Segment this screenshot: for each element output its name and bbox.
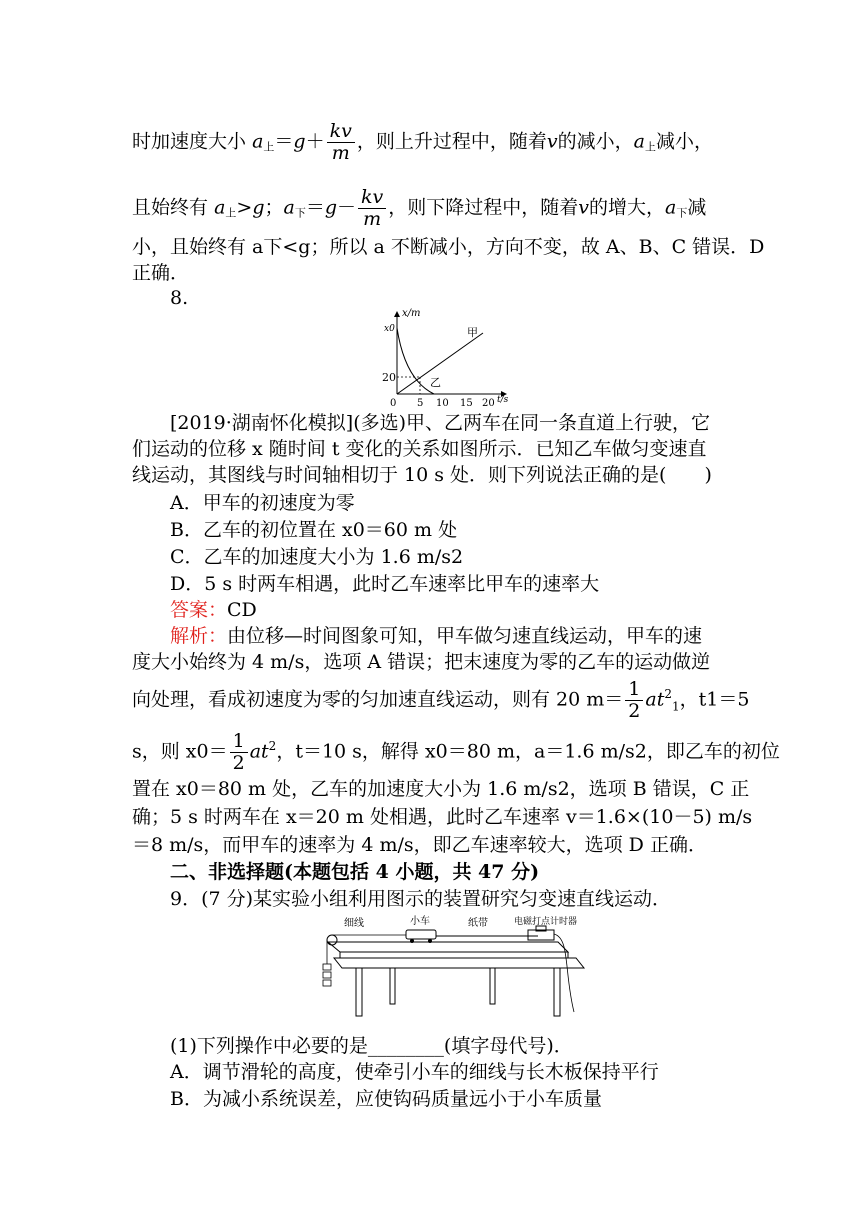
text-span: 的增大， bbox=[589, 196, 666, 219]
option-a: A．甲车的初速度为零 bbox=[170, 492, 355, 514]
x-tick-5: 5 bbox=[417, 398, 424, 408]
x-axis-label: t/s bbox=[497, 395, 509, 405]
x-tick-15: 15 bbox=[460, 398, 473, 408]
question-9: 9．(7 分)某实验小组利用图示的装置研究匀变速直线运动． bbox=[170, 888, 672, 910]
text-span: s，则 x0＝ bbox=[132, 740, 228, 763]
text-span: 由位移—时间图象可知，甲车做匀速直线运动，甲车的速 bbox=[227, 625, 703, 647]
hook-weight bbox=[323, 972, 331, 978]
hook-weight bbox=[323, 980, 331, 986]
answer-label: 答案： bbox=[170, 599, 228, 621]
text-line: 正确． bbox=[132, 262, 190, 284]
label-string: 细线 bbox=[344, 918, 364, 929]
pulley bbox=[327, 935, 337, 945]
power-cable bbox=[554, 934, 574, 1012]
long-board bbox=[328, 942, 568, 952]
label-cart: 小车 bbox=[410, 916, 430, 927]
text-line: 时加速度大小 a上＝g＋ $\frac{kv}{m}$ ，则上升过程中，随着v的减小，a上减小， bbox=[132, 120, 713, 164]
text-span: ，则下降过程中，随着 bbox=[388, 196, 579, 219]
cart-wheel bbox=[428, 939, 432, 943]
question-number: 8. bbox=[170, 287, 189, 309]
text-span: ，t1＝5 bbox=[679, 688, 750, 711]
answer-line bbox=[170, 597, 732, 623]
text-line: 确；5 s 时两车在 x＝20 m 处相遇，此时乙车速率 v＝1.6×(10－5) m/s bbox=[132, 806, 753, 828]
label-timer: 电磁打点计时器 bbox=[514, 917, 578, 927]
text-line: 且始终有 a上>g；a下＝g－ $\frac{kv}{m}$ ，则下降过程中，随着v的增大，a下减 bbox=[132, 186, 707, 230]
text-span: ，则上升过程中，随着 bbox=[356, 130, 547, 153]
text-line: 置在 x0＝80 m 处，乙车的加速度大小为 1.6 m/s2，选项 B 错误，C 正 bbox=[132, 778, 750, 800]
section-heading: 二、非选择题(本题包括 4 小题，共 47 分) bbox=[170, 861, 540, 883]
option-c: C．乙车的加速度大小为 1.6 m/s2 bbox=[170, 546, 464, 568]
text-line: s，则 x0＝ $\frac{1}{2}$ $at^2$，t＝10 s，解得 x0＝80 m，a＝1.6 m/s2，即乙车的初位 bbox=[132, 730, 780, 774]
hook-weight bbox=[323, 964, 331, 970]
x-tick-20: 20 bbox=[482, 398, 495, 408]
text-span: 时加速度大小 bbox=[132, 130, 247, 153]
text-span: 减 bbox=[687, 196, 707, 219]
question-9-part-1: (1)下列操作中必要的是________(填字母代号)． bbox=[170, 1035, 573, 1057]
cart-wheel bbox=[410, 939, 414, 943]
q9-option-b: B．为减小系统误差，应使钩码质量远小于小车质量 bbox=[170, 1088, 602, 1110]
cart bbox=[406, 930, 436, 939]
x0-label: x0 bbox=[384, 324, 395, 334]
fraction-kv-m: $\frac{kv}{m}$ bbox=[327, 122, 355, 163]
text-line: [2019·湖南怀化模拟](多选)甲、乙两车在同一条直道上行驶，它 bbox=[170, 412, 711, 434]
text-line: 小，且始终有 a下<g；所以 a 不断减小，方向不变，故 A、B、C 错误．D bbox=[132, 236, 765, 258]
y-axis-label: x/m bbox=[402, 308, 421, 319]
text-span: ，t＝10 s，解得 x0＝80 m，a＝1.6 m/s2，即乙车的初位 bbox=[276, 740, 780, 763]
series-yi-curve bbox=[397, 328, 434, 394]
text-line: 们运动的位移 x 随时间 t 变化的关系如图所示．已知乙车做匀变速直 bbox=[132, 438, 707, 460]
option-b: B．乙车的初位置在 x0＝60 m 处 bbox=[170, 519, 458, 541]
text-line: 线运动，其图线与时间轴相切于 10 s 处．则下列说法正确的是( ) bbox=[132, 464, 712, 486]
table-leg bbox=[390, 968, 395, 1004]
table-top bbox=[334, 958, 584, 968]
text-span: 的减小， bbox=[557, 130, 634, 153]
text-line: 度大小始终为 4 m/s，选项 A 错误；把末速度为零的乙车的运动做逆 bbox=[132, 651, 711, 673]
fraction-half: $\frac{1}{2}$ bbox=[230, 732, 248, 773]
answer-value: CD bbox=[227, 599, 257, 621]
apparatus-figure bbox=[318, 912, 588, 1030]
origin-label: 0 bbox=[390, 398, 397, 408]
text-span: 且始终有 bbox=[132, 196, 209, 219]
table-leg bbox=[490, 968, 495, 1004]
fraction-kv-m: $\frac{kv}{m}$ bbox=[358, 188, 386, 229]
y-tick-20: 20 bbox=[382, 371, 396, 384]
text-line: 向处理，看成初速度为零的匀加速直线运动，则有 20 m＝ $\frac{1}{2}$ $at^2_1$，t1＝5 bbox=[132, 678, 750, 722]
analysis-label: 解析： bbox=[170, 625, 228, 647]
x-tick-10: 10 bbox=[436, 398, 449, 408]
series-jia-label: 甲 bbox=[467, 326, 478, 339]
series-yi-label: 乙 bbox=[430, 376, 441, 389]
option-d: D．5 s 时两车相遇，此时乙车速率比甲车的速率大 bbox=[170, 573, 600, 595]
label-tape: 纸带 bbox=[468, 918, 488, 929]
analysis-line bbox=[170, 623, 732, 649]
text-line: ＝8 m/s，而甲车的速率为 4 m/s，即乙车速率较大，选项 D 正确． bbox=[132, 834, 707, 856]
table-leg bbox=[554, 968, 560, 1016]
text-span: 减小， bbox=[655, 130, 713, 153]
text-span: ； bbox=[264, 196, 284, 219]
q9-option-a: A．调节滑轮的高度，使牵引小车的细线与长木板保持平行 bbox=[170, 1061, 659, 1083]
text-span: 向处理，看成初速度为零的匀加速直线运动，则有 20 m＝ bbox=[132, 688, 624, 711]
fraction-half: $\frac{1}{2}$ bbox=[625, 680, 643, 721]
xt-graph bbox=[372, 306, 512, 408]
table-leg bbox=[356, 968, 362, 1016]
